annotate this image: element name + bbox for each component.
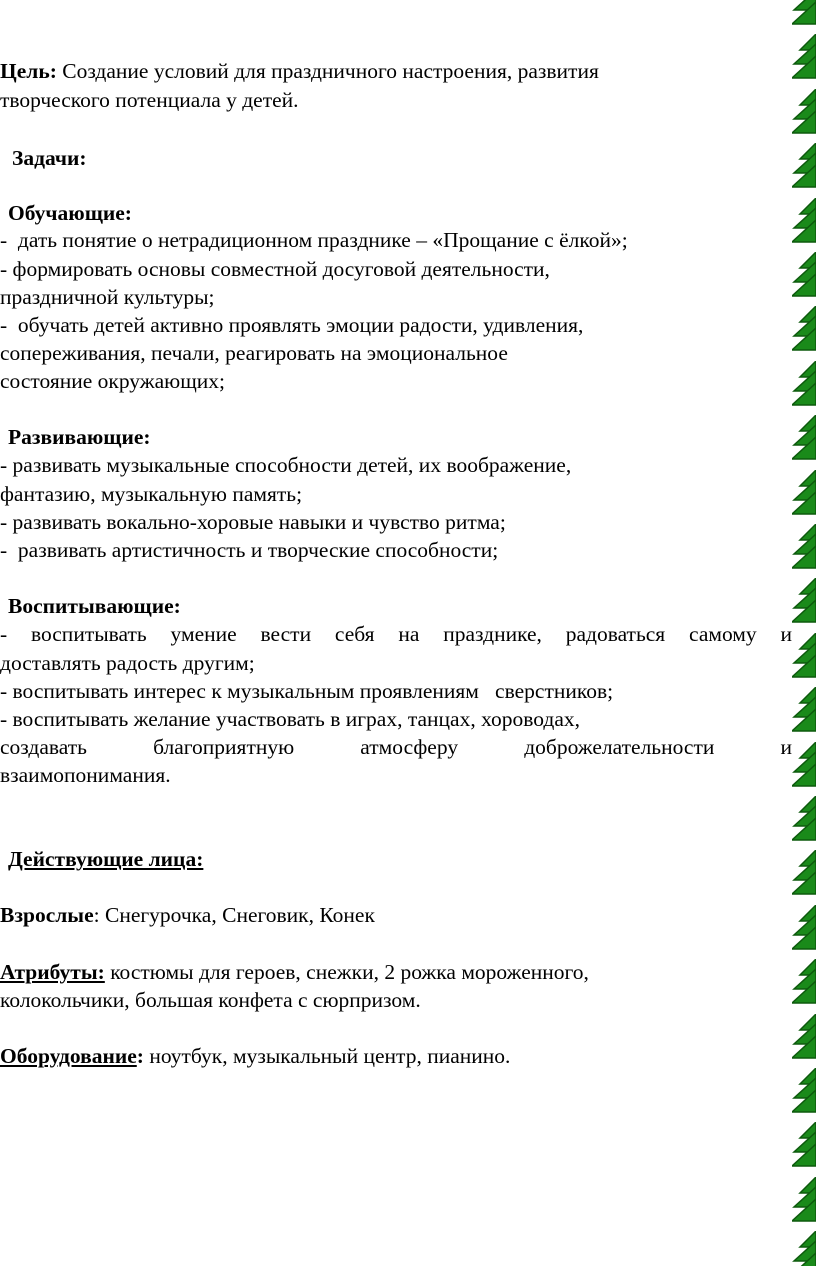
fir-tree-icon (792, 1122, 816, 1170)
fir-tree-icon (792, 1231, 816, 1266)
fir-tree-icon (792, 143, 816, 191)
educating-line: - воспитывать желание участвовать в играх, танцах, хороводах, (0, 707, 581, 731)
goal-line-1 (0, 58, 599, 85)
fir-tree-icon (792, 252, 816, 300)
fir-tree-icon (792, 198, 816, 246)
fir-tree-icon (792, 959, 816, 1007)
educating-heading: Воспитывающие: (8, 594, 181, 618)
fir-tree-icon (792, 415, 816, 463)
goal-line-2: творческого потенциала у детей. (0, 88, 299, 112)
educating-line: - воспитывать интерес к музыкальным проявлениям сверстников; (0, 679, 614, 703)
developing-line: фантазию, музыкальную память; (0, 482, 303, 506)
fir-tree-icon (792, 742, 816, 790)
teaching-line: - дать понятие о нетрадиционном празднике – «Прощание с ёлкой»; (0, 228, 628, 252)
fir-tree-icon (792, 306, 816, 354)
fir-tree-icon (792, 1177, 816, 1225)
educating-line: доставлять радость другим; (0, 651, 255, 675)
fir-tree-icon (792, 524, 816, 572)
teaching-line: сопереживания, печали, реагировать на эмоциональное (0, 341, 508, 365)
teaching-line: - обучать детей активно проявлять эмоции радости, удивления, (0, 313, 584, 337)
attributes-text-1: костюмы для героев, снежки, 2 рожка мороженного, (104, 960, 589, 984)
goal-text-1: Создание условий для праздничного настроения, развития (56, 59, 599, 83)
fir-tree-icon (792, 850, 816, 898)
attributes-line-1 (0, 959, 589, 986)
characters-heading: Действующие лица: (8, 847, 204, 871)
adults-text: : Снегурочка, Снеговик, Конек (93, 903, 375, 927)
adults-label: Взрослые (0, 903, 94, 927)
equipment-text: ноутбук, музыкальный центр, пианино. (143, 1044, 511, 1068)
fir-tree-icon (792, 89, 816, 137)
fir-tree-icon (792, 0, 816, 28)
fir-tree-icon (792, 905, 816, 953)
teaching-line: состояние окружающих; (0, 369, 226, 393)
fir-tree-border (792, 0, 816, 1266)
educating-line: взаимопонимания. (0, 763, 171, 787)
attributes-line-2: колокольчики, большая конфета с сюрпризом. (0, 988, 421, 1012)
adults-line (0, 902, 375, 929)
educating-line: - воспитывать умение вести себя на празднике, радоваться самому и (0, 622, 792, 646)
fir-tree-icon (792, 1068, 816, 1116)
fir-tree-icon (792, 34, 816, 82)
equipment-label: Оборудование (0, 1044, 137, 1068)
fir-tree-icon (792, 1014, 816, 1062)
fir-tree-icon (792, 687, 816, 735)
fir-tree-icon (792, 470, 816, 518)
developing-heading: Развивающие: (8, 425, 151, 449)
developing-line: - развивать артистичность и творческие способности; (0, 538, 499, 562)
fir-tree-icon (792, 796, 816, 844)
educating-line: создавать благоприятную атмосферу доброжелательности и (0, 735, 792, 759)
tasks-heading: Задачи: (12, 146, 87, 170)
developing-line: - развивать вокально-хоровые навыки и чувство ритма; (0, 510, 506, 534)
developing-line: - развивать музыкальные способности детей, их воображение, (0, 453, 572, 477)
teaching-heading: Обучающие: (8, 201, 132, 225)
equipment-line: Оборудование: ноутбук, музыкальный центр, пианино. (0, 1044, 511, 1068)
fir-tree-icon (792, 578, 816, 626)
teaching-line: - формировать основы совместной досуговой деятельности, (0, 257, 550, 281)
goal-label: Цель: (0, 59, 57, 83)
fir-tree-icon (792, 361, 816, 409)
fir-tree-icon (792, 633, 816, 681)
teaching-line: праздничной культуры; (0, 285, 215, 309)
attributes-label: Атрибуты: (0, 960, 105, 984)
